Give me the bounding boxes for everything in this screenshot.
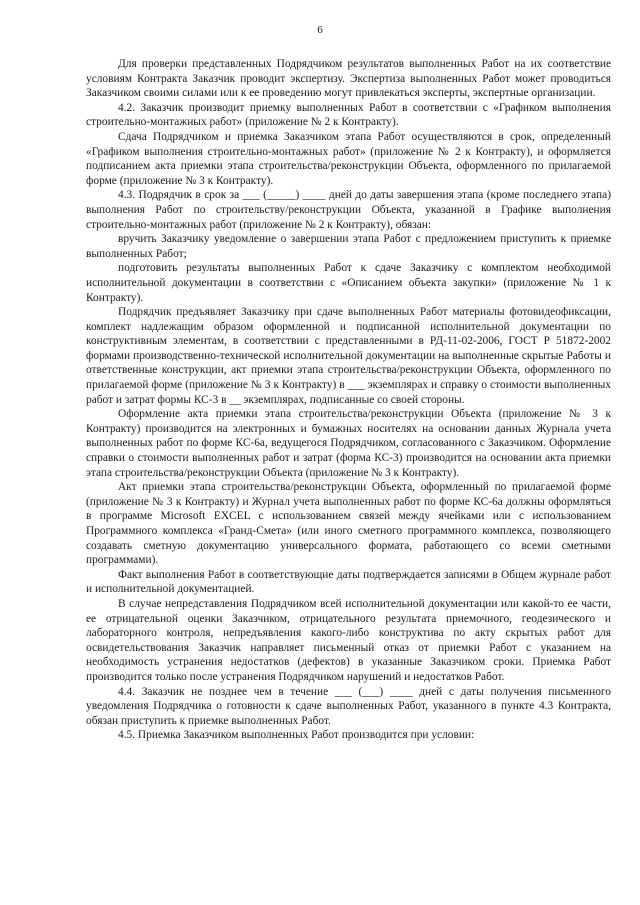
paragraph-refusal: В случае непредставления Подрядчиком всей исполнительной документации или какой-то ее части, ее отрицательной оценки Заказчиком, отрицательного результата приемочного, геодезического и лабораторного контроля, непредъявления какого-либо конструктива по акту скрытых работ для освидетельствования Заказчик направляет письменный отказ от приемки Работ с указанием на необходимость устранения недостатков (дефектов) в указанные Заказчиком сроки. Приемка Работ производится только после устранения Подрядчиком нарушений и недостатков Работ. (86, 597, 611, 683)
paragraph-materials: Подрядчик предъявляет Заказчику при сдаче выполненных Работ материалы фотовидеофиксации, комплект надлежащим образом оформленной и подписанной исполнительной документации по конструктивным элементам, в соответствии с представленными в РД-11-02-2006, ГОСТ Р 51872-2002 формами производственно-технической исполнительной документации на выполненные скрытые Работы и ответственные конструкции, акт приемки этапа строительства/реконструкции Объекта, оформленного по прилагаемой форме (приложение № 3 к Контракту) в ___ экземплярах и справку о стоимости выполненных работ и затрат формы КС-3 в __ экземплярах, подписанные со своей стороны. (86, 306, 611, 406)
document-body (86, 57, 611, 743)
paragraph-fact: Факт выполнения Работ в соответствующие даты подтверждается записями в Общем журнале работ и исполнительной документацией. (86, 568, 611, 596)
paragraph-act-formation: Оформление акта приемки этапа строительства/реконструкции Объекта (приложение № 3 к Контракту) производится на электронных и бумажных носителях на основании данных Журнала учета выполненных работ по форме КС-6а, ведущегося Подрядчиком, согласованного с Заказчиком. Оформление справки о стоимости выполненных работ и затрат (форма КС-3) производится на основании акта приемки этапа строительства/реконструкции Объекта (приложение № 3 к Контракту). (86, 408, 611, 479)
paragraph-expertise: Для проверки представленных Подрядчиком результатов выполненных Работ на их соответствие условиям Контракта Заказчик проводит экспертизу. Экспертиза выполненных Работ может проводиться Заказчиком своими силами или к ее проведению могут привлекаться эксперты, экспертные организации. (86, 58, 611, 100)
paragraph-4-4: 4.4. Заказчик не позднее чем в течение ___ (___) ____ дней с даты получения письменного уведомления Подрядчика о готовности к сдаче выполненных Работ, указанного в пункте 4.3 Контракта, обязан приступить к приемке выполненных Работ. (86, 685, 611, 727)
paragraph-4-5: 4.5. Приемка Заказчиком выполненных Работ производится при условии: (118, 729, 475, 742)
paragraph-stage-handover: Сдача Подрядчиком и приемка Заказчиком этапа Работ осуществляются в срок, определенный «Графиком выполнения строительно-монтажных работ» (приложение № 2 к Контракту), и оформляется подписанием акта приемки этапа строительства/реконструкции Объекта, оформленного по прилагаемой форме (приложение № 3 к Контракту). (86, 130, 611, 187)
page-number: 6 (317, 24, 323, 36)
paragraph-prepare: подготовить результаты выполненных Работ к сдаче Заказчику с комплектом необходимой исполнительной документации в соответствии с «Описанием объекта закупки» (приложение № 1 к Контракту). (86, 262, 611, 304)
paragraph-4-3: 4.3. Подрядчик в срок за ___ (_____) ____ дней до даты завершения этапа (кроме последнего этапа) выполнения Работ по строительству/реконструкции Объекта, указанной в Графике выполнения строительно-монтажных работ (приложение № 2 к Контракту), обязан: (86, 189, 611, 231)
paragraph-excel: Акт приемки этапа строительства/реконструкции Объекта, оформленный по прилагаемой форме (приложение № 3 к Контракту) и Журнал учета выполненных работ по форме КС-6а должны оформляться в программе Microsoft EXCEL с использованием связей между ячейками или с использованием Программного комплекса «Гранд-Смета» (или иного сметного программного комплекса, позволяющего создавать сметную документацию универсального формата, работающего со всеми сметными программами). (86, 481, 611, 567)
paragraph-notify: вручить Заказчику уведомление о завершении этапа Работ с предложением приступить к приемке выполненных Работ; (86, 233, 611, 260)
paragraph-4-2: 4.2. Заказчик производит приемку выполненных Работ в соответствии с «Графиком выполнения строительно-монтажных работ» (приложение № 2 к Контракту). (86, 101, 611, 129)
